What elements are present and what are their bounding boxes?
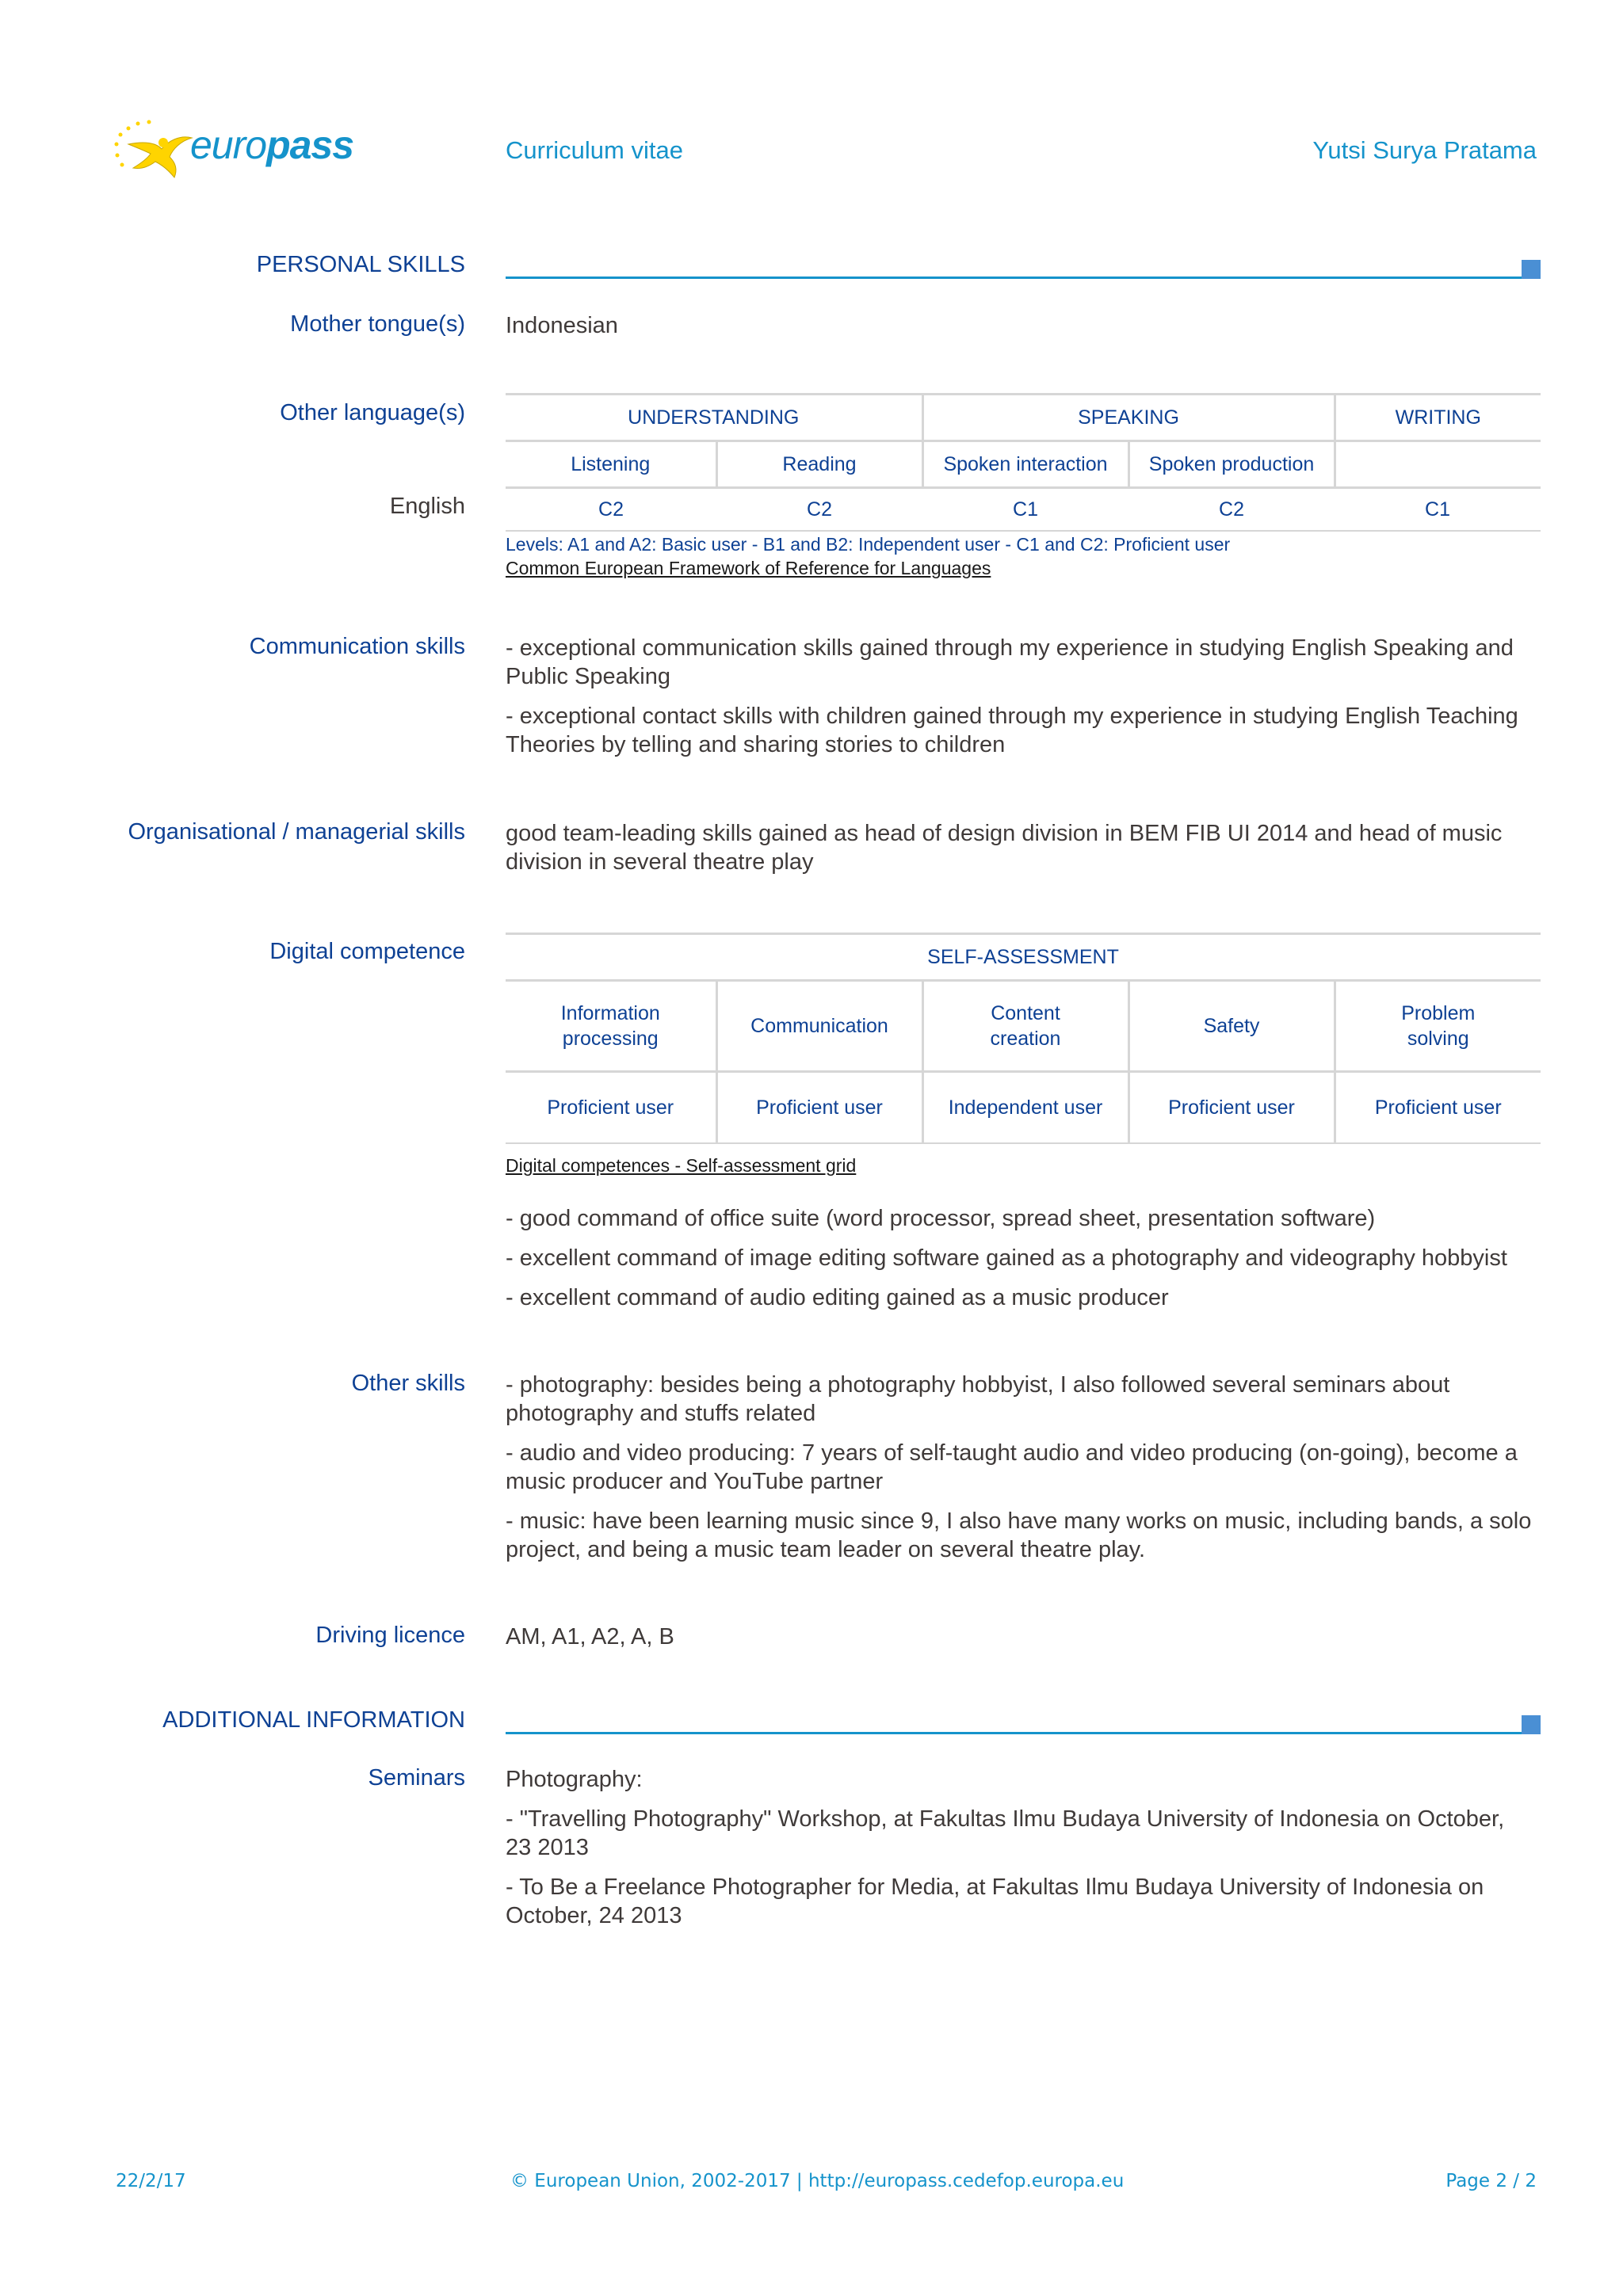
section-heading-additional-information: ADDITIONAL INFORMATION bbox=[162, 1707, 465, 1733]
organisational-skills-content: good team-leading skills gained as head of design division in BEM FIB UI 2014 and head of music division in several theatre play bbox=[506, 821, 1503, 875]
sub-header-reading: Reading bbox=[716, 441, 922, 488]
category-communication: Communication bbox=[716, 981, 922, 1072]
list-item: - exceptional contact skills with children gained through my experience in studying English Teaching Theories by telling and sharing stories to children bbox=[506, 704, 1518, 757]
group-header-speaking: SPEAKING bbox=[922, 395, 1335, 441]
section-rule bbox=[506, 277, 1522, 279]
person-name: Yutsi Surya Pratama bbox=[1312, 136, 1537, 164]
levels-note: Levels: A1 and A2: Basic user - B1 and B2: Independent user - C1 and C2: Proficient user bbox=[506, 534, 1231, 555]
group-header-writing: WRITING bbox=[1335, 395, 1541, 441]
europass-logo bbox=[113, 117, 354, 181]
section-rule-marker bbox=[1522, 260, 1541, 279]
list-item: - audio and video producing: 7 years of self-taught audio and video producing (on-going), become a music producer and YouTube partner bbox=[506, 1440, 1518, 1494]
level-reading: C2 bbox=[716, 488, 922, 532]
language-table-sub-row bbox=[506, 441, 1541, 488]
self-assessment-header: SELF-ASSESSMENT bbox=[506, 934, 1541, 981]
digital-table-header-row bbox=[506, 934, 1541, 981]
footer-date: 22/2/17 bbox=[116, 2171, 186, 2191]
digital-level-safety: Proficient user bbox=[1128, 1072, 1335, 1144]
digital-table-category-row bbox=[506, 981, 1541, 1072]
group-header-understanding: UNDERSTANDING bbox=[506, 395, 922, 441]
level-spoken-production: C2 bbox=[1128, 488, 1335, 532]
list-item: - To Be a Freelance Photographer for Media, at Fakultas Ilmu Budaya University of Indonesia on October, 24 2013 bbox=[506, 1875, 1484, 1928]
framework-link[interactable]: Common European Framework of Reference for Languages bbox=[506, 558, 991, 578]
language-name: English bbox=[389, 494, 465, 519]
level-listening: C2 bbox=[506, 488, 716, 532]
mother-tongue-label: Mother tongue(s) bbox=[290, 311, 465, 337]
footer-page-number: Page 2 / 2 bbox=[1445, 2171, 1537, 2191]
language-table-group-row bbox=[506, 395, 1541, 441]
europass-star-figure-icon bbox=[113, 117, 200, 181]
seminars-label: Seminars bbox=[368, 1765, 465, 1791]
category-safety: Safety bbox=[1128, 981, 1335, 1072]
document-title: Curriculum vitae bbox=[506, 136, 683, 164]
organisational-skills-label: Organisational / managerial skills bbox=[128, 819, 465, 845]
list-item: - excellent command of audio editing gained as a music producer bbox=[506, 1285, 1169, 1310]
footer-copyright: © European Union, 2002-2017 | http://europass.cedefop.europa.eu bbox=[510, 2171, 1125, 2191]
sub-header-spoken-interaction: Spoken interaction bbox=[922, 441, 1128, 488]
communication-skills-content bbox=[506, 634, 1536, 770]
other-languages-label: Other language(s) bbox=[280, 400, 465, 425]
language-table bbox=[506, 393, 1541, 532]
list-item: - excellent command of image editing software gained as a photography and videography hobbyist bbox=[506, 1245, 1507, 1271]
list-item: - good command of office suite (word processor, spread sheet, presentation software) bbox=[506, 1206, 1376, 1231]
mother-tongue-value: Indonesian bbox=[506, 313, 618, 338]
category-information-processing: Information processing bbox=[506, 981, 716, 1072]
communication-skills-label: Communication skills bbox=[249, 634, 465, 659]
section-heading-personal-skills: PERSONAL SKILLS bbox=[256, 252, 465, 277]
digital-level-content-creation: Independent user bbox=[922, 1072, 1128, 1144]
list-item: - exceptional communication skills gained through my experience in studying English Speaking and Public Speaking bbox=[506, 635, 1514, 689]
list-item: - music: have been learning music since 9, I also have many works on music, including bands, a solo project, and being a music team leader on several theatre play. bbox=[506, 1508, 1532, 1562]
seminars-intro: Photography: bbox=[506, 1767, 643, 1792]
digital-level-problem-solving: Proficient user bbox=[1335, 1072, 1541, 1144]
list-item: - photography: besides being a photography hobbyist, I also followed several seminars about photography and stuffs related bbox=[506, 1372, 1450, 1426]
digital-skills-list bbox=[506, 1204, 1536, 1323]
section-rule-marker bbox=[1522, 1715, 1541, 1734]
digital-level-communication: Proficient user bbox=[716, 1072, 922, 1144]
category-problem-solving: Problem solving bbox=[1335, 981, 1541, 1072]
other-skills-content bbox=[506, 1371, 1536, 1575]
sub-header-writing bbox=[1335, 441, 1541, 488]
driving-licence-value: AM, A1, A2, A, B bbox=[506, 1624, 674, 1650]
table-row bbox=[506, 1072, 1541, 1144]
digital-competence-label: Digital competence bbox=[269, 939, 465, 964]
other-skills-label: Other skills bbox=[351, 1371, 465, 1396]
level-spoken-interaction: C1 bbox=[922, 488, 1128, 532]
table-row bbox=[506, 488, 1541, 532]
seminars-content bbox=[506, 1765, 1536, 1941]
europass-wordmark: europass bbox=[190, 123, 354, 167]
digital-competence-table bbox=[506, 933, 1541, 1144]
digital-level-information-processing: Proficient user bbox=[506, 1072, 716, 1144]
sub-header-spoken-production: Spoken production bbox=[1128, 441, 1335, 488]
driving-licence-label: Driving licence bbox=[315, 1623, 465, 1648]
sub-header-listening: Listening bbox=[506, 441, 716, 488]
section-rule bbox=[506, 1732, 1522, 1734]
level-writing: C1 bbox=[1335, 488, 1541, 532]
list-item: - "Travelling Photography" Workshop, at Fakultas Ilmu Budaya University of Indonesia on October, 23 2013 bbox=[506, 1806, 1505, 1860]
category-content-creation: Content creation bbox=[922, 981, 1128, 1072]
digital-grid-link[interactable]: Digital competences - Self-assessment grid bbox=[506, 1155, 857, 1176]
